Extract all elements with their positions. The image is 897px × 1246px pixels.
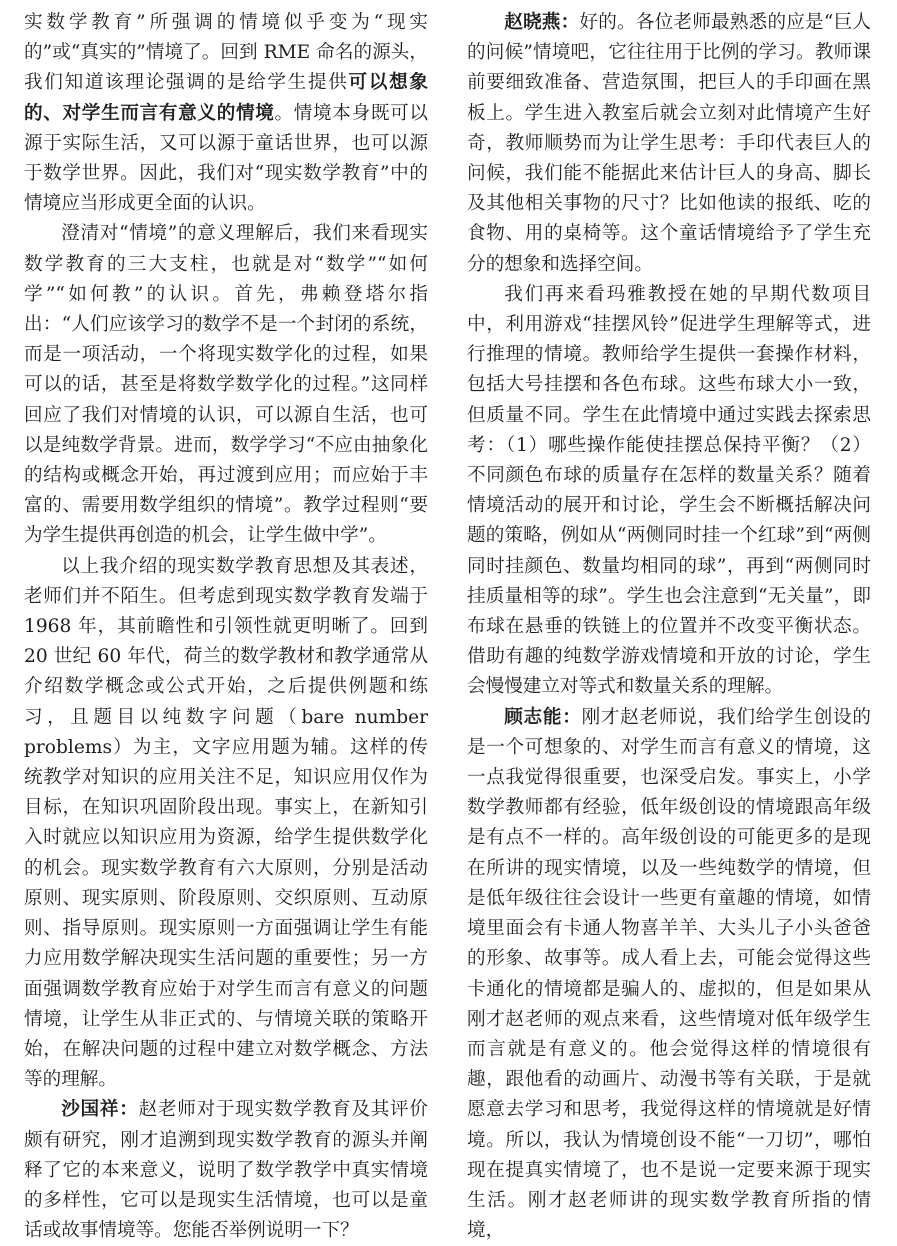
speaker-text: 刚才赵老师说，我们给学生创设的是一个可想象的、对学生而言有意义的情境，这一点我觉得很重要，也深受启发。事实上，小学数学教师都有经验，低年级创设的情境跟高年级是有点不一样的。高年级创设的可能更多的是现在所讲的现实情境，以及一些纯数学的情境，但是低年级往往会设计一些更有童趣的情境，如情境里面会有卡通人物喜羊羊、大头儿子小头爸爸的形象、故事等。成人看上去，可能会觉得这些卡通化的情境都是骗人的、虚拟的，但是如果从刚才赵老师的观点来看，这些情境对低年级学生而言就是有意义的。他会觉得这样的情境很有趣，跟他看的动画片、动漫书等有关联，于是就愿意去学习和思考，我觉得这样的情境就是好情境。所以，我认为情境创设不能“一刀切”，哪怕现在提真实情境了，也不是说一定要来源于现实生活。刚才赵老师讲的现实数学教育所指的情境， [467, 706, 871, 1242]
right-column [467, 8, 871, 1246]
paragraph-sha-guoxiang [24, 1095, 428, 1246]
paragraph-text: 实数学教育”所强调的情境似乎变为“现实的”或“真实的”情境了。回到 RME 命名的源头，我们知道该理论强调的是给学生提供 [24, 12, 428, 94]
paragraph-gu-zhineng [467, 703, 871, 1246]
paragraph-rme-history: 以上我介绍的现实数学教育思想及其表述，老师们并不陌生。但考虑到现实数学教育发端于 1968 年，其前瞻性和引领性就更明晰了。回到 20 世纪 60 年代，荷兰的数学教材和教学通常从介绍数学概念或公式开始，之后提供例题和练习，且题目以纯数字问题（bare number problems）为主，文字应用题为辅。这样的传统教学对知识的应用关注不足，知识应用仅作为目标，在知识巩固阶段出现。事实上，在新知引入时就应以知识应用为资源，给学生提供数学化的机会。现实数学教育有六大原则，分别是活动原则、现实原则、阶段原则、交织原则、互动原则、指导原则。现实原则一方面强调让学生有能力应用数学解决现实生活问题的重要性；另一方面强调数学教育应始于对学生而言有意义的问题情境，让学生从非正式的、与情境关联的策略开始，在解决问题的过程中建立对数学概念、方法等的理解。 [24, 555, 428, 1091]
left-column [24, 8, 428, 1246]
speaker-text: 好的。各位老师最熟悉的应是“巨人的问候”情境吧，它往往用于比例的学习。教师课前要细致准备、营造氛围，把巨人的手印画在黑板上。学生进入教室后就会立刻对此情境产生好奇，教师顺势而为让学生思考：手印代表巨人的问候，我们能不能据此来估计巨人的身高、脚长及其他相关事物的尺寸？比如他读的报纸、吃的食物、用的桌椅等。这个童话情境给予了学生充分的想象和选择空间。 [467, 12, 871, 275]
paragraph-text: 。情境本身既可以源于实际生活，又可以源于童话世界，也可以源于数学世界。因此，我们对“现实数学教育”中的情境应当形成更全面的认识。 [24, 102, 428, 215]
paragraph-zhao-xiaoyan [467, 8, 871, 280]
paragraph-three-pillars: 澄清对“情境”的意义理解后，我们来看现实数学教育的三大支柱，也就是对“数学”“如何学”“如何教”的认识。首先，弗赖登塔尔指出：“人们应该学习的数学不是一个封闭的系统，而是一项活动，一个将现实数学化的过程，如果可以的话，甚至是将数学数学化的过程。”这同样回应了我们对情境的认识，可以源自生活，也可以是纯数学背景。进而，数学学习“不应由抽象化的结构或概念开始，再过渡到应用；而应始于丰富的、需要用数学组织的情境”。教学过程则“要为学生提供再创造的机会，让学生做中学”。 [24, 223, 428, 547]
paragraph-rme-situation [24, 8, 428, 219]
speaker-name: 沙国祥： [61, 1099, 139, 1121]
speaker-name: 顾志能： [504, 706, 582, 728]
emphasized-text: 可以想象的、对学生而言有意义的情境 [24, 72, 428, 124]
speaker-text: 赵老师对于现实数学教育及其评价颇有研究，刚才追溯到现实数学教育的源头并阐释了它的本来意义，说明了数学教学中真实情境的多样性，它可以是现实生活情境，也可以是童话或故事情境等。您能否举例说明一下？ [24, 1099, 428, 1242]
paragraph-balance-game: 我们再来看玛雅教授在她的早期代数项目中，利用游戏“挂摆风铃”促进学生理解等式，进行推理的情境。教师给学生提供一套操作材料，包括大号挂摆和各色布球。这些布球大小一致，但质量不同。学生在此情境中通过实践去探索思考：（1）哪些操作能使挂摆总保持平衡？（2）不同颜色布球的质量存在怎样的数量关系？随着情境活动的展开和讨论，学生会不断概括解决问题的策略，例如从“两侧同时挂一个红球”到“两侧同时挂颜色、数量均相同的球”，再到“两侧同时挂质量相等的球”。学生也会注意到“无关量”，即布球在悬垂的铁链上的位置并不改变平衡状态。借助有趣的纯数学游戏情境和开放的讨论，学生会慢慢建立对等式和数量关系的理解。 [467, 283, 871, 698]
speaker-name: 赵晓燕： [504, 12, 580, 33]
